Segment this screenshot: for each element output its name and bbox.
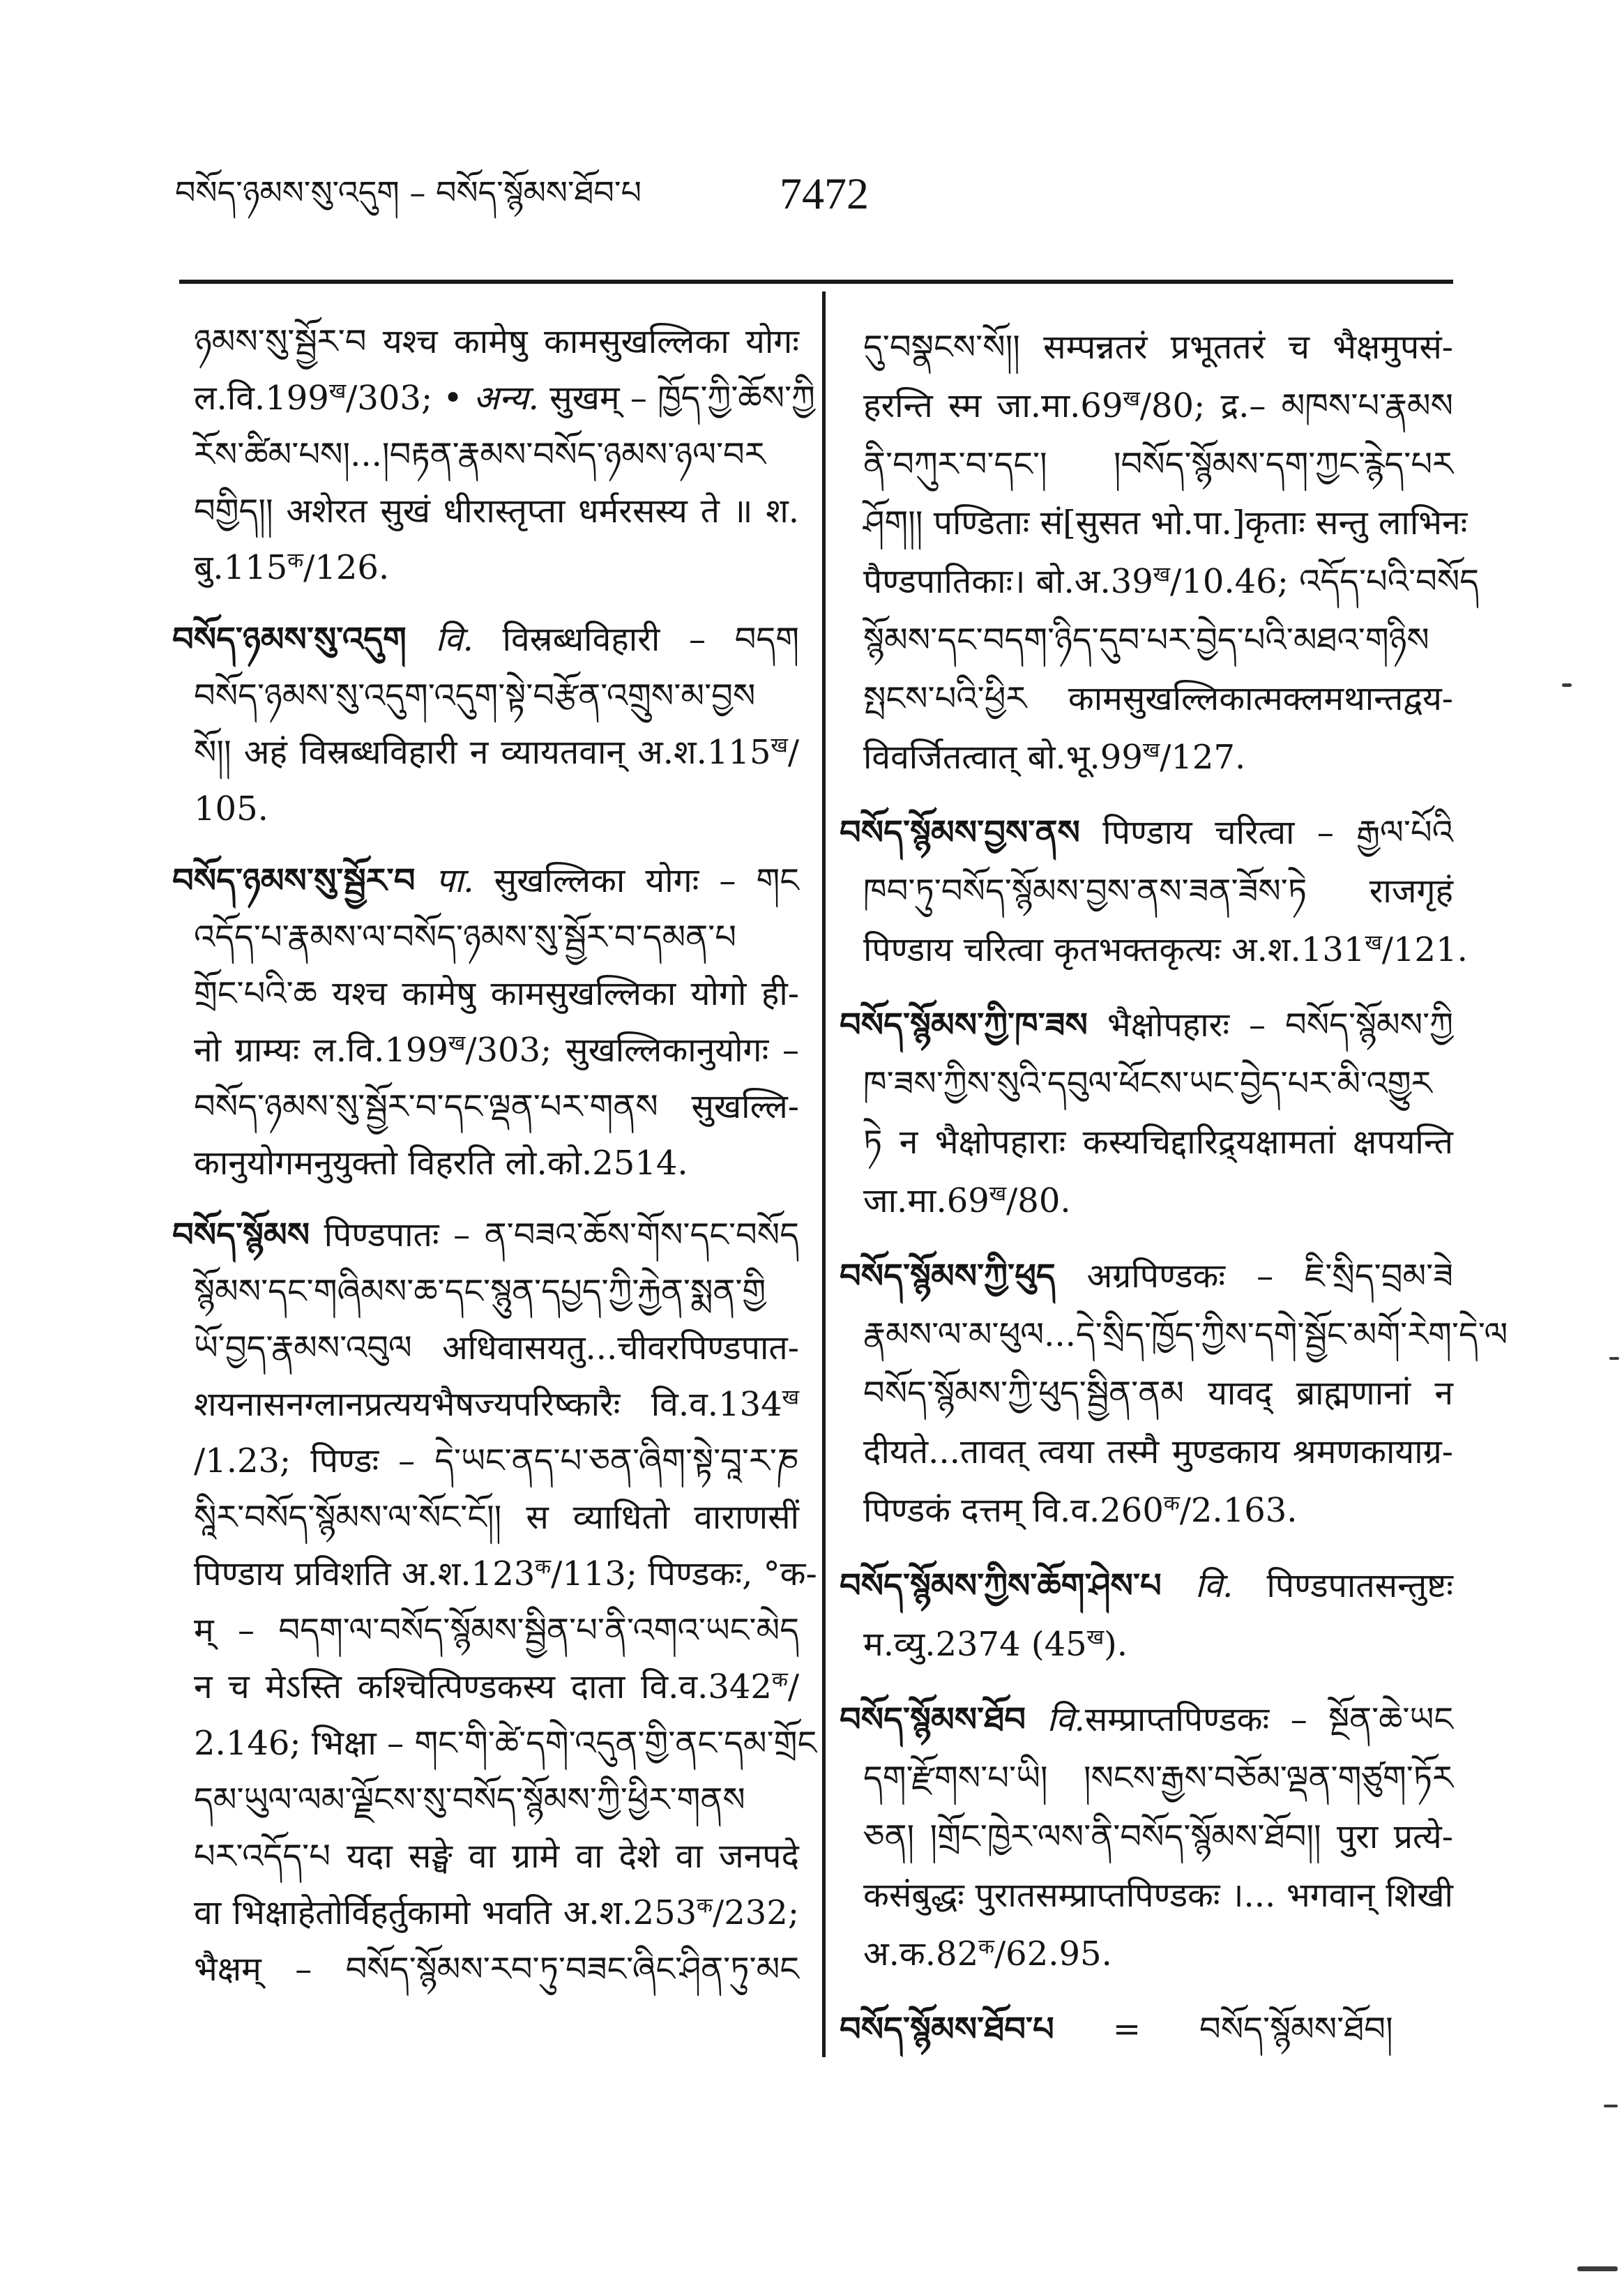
grammar-label: वि. <box>1161 1566 1234 1605</box>
entry-line <box>840 862 1453 920</box>
running-head: བསོད་ཉམས་སུ་འདུག – བསོད་སྙོམས་ཐོབ་པ <box>175 174 642 211</box>
continued-entry <box>172 314 815 596</box>
entry-line <box>840 611 1453 669</box>
entry-text: /121. <box>1381 930 1468 969</box>
continued-entry <box>840 318 1480 787</box>
entry-text: पिण्डकं दत्तम् वि.व.260 <box>863 1491 1164 1530</box>
entry-line <box>840 1808 1453 1866</box>
folio-side-superscript: ख <box>989 1181 1007 1206</box>
folio-side-superscript: ख <box>1365 930 1382 955</box>
entry-text: सुखम् – ཁྱོད་ཀྱི་ཆོས་ཀྱི <box>538 379 815 418</box>
entry-line <box>840 1305 1508 1364</box>
entry-text: /2.163. <box>1179 1491 1298 1530</box>
entry-text: བསོད་ཉམས་སུ་སྦྱོར་བ་དང་ལྡན་པར་གནས सुखल्लि- <box>194 1087 799 1126</box>
entry-text: རོས་ཚིམ་པས།...།བརྟན་རྣམས་བསོད་ཉམས་ཉལ་བར <box>194 435 766 474</box>
entry-line <box>172 725 799 781</box>
entry-text: सम्प्राप्तपिण्डकः – སྔོན་ཆེ་ཡང <box>1084 1700 1454 1739</box>
entry-text: नो ग्राम्यः ल.वि.199 <box>194 1031 448 1070</box>
entry-text: म.व्यु.2374 (45 <box>863 1625 1087 1664</box>
scan-artifact <box>1562 683 1572 687</box>
entry-line <box>840 1364 1453 1423</box>
entry-text: ཁ་ཟས་ཀྱིས་སུའི་དབུལ་ཕོངས་ཡང་བྱེད་པར་མི་འགྱུར <box>863 1064 1432 1103</box>
entry-line <box>840 1054 1453 1113</box>
entry-line <box>172 1659 799 1715</box>
dictionary-entry <box>172 612 799 838</box>
entry-line <box>172 781 799 838</box>
entry-text: སྙོམས་དང་གཞིམས་ཆ་དང་སྙུན་དཔྱད་ཀྱི་རྐྱེན་སྨན་གྱི <box>194 1272 766 1311</box>
entry-text: བསོད་སྙོམས་ཀྱི་ཕུད་སྦྱིན་ནམ यावद् ब्राह्मणानां न <box>863 1374 1453 1413</box>
entry-line <box>172 1320 799 1377</box>
entry-text: पिण्डाय चरित्वा – རྒྱལ་པོའི <box>1079 813 1453 852</box>
entry-line <box>172 1264 799 1320</box>
entry-line <box>172 427 799 483</box>
folio-side-superscript: ख <box>448 1031 466 1056</box>
entry-line <box>840 552 1480 611</box>
folio-side-superscript: क <box>978 1934 994 1960</box>
header-rule <box>179 280 1453 284</box>
dictionary-entry <box>840 2000 1453 2059</box>
entry-line <box>840 1481 1453 1540</box>
dictionary-entry <box>840 1556 1453 1674</box>
entry-text: ཏེ न भैक्षोपहाराः कस्यचिद्दारिद्र्यक्षामतां क्षपयन्ति <box>863 1123 1453 1162</box>
entry-text: དུ་བསྣངས་སོ།། सम्पन्नतरं प्रभूततरं च भैक्षमुपसं- <box>863 328 1453 367</box>
entry-text: ཉམས་སུ་སྦྱོར་བ यश्च कामेषु कामसुखल्लिका योगः <box>194 322 799 361</box>
entry-text: पिण्डपातः – ན་བཟའ་ཆོས་གོས་དང་བསོད <box>310 1215 799 1255</box>
entry-text: वा भिक्षाहेतोर्विहर्तुकामो भवति अ.श.253 <box>194 1893 697 1932</box>
entry-text: /232; <box>713 1893 799 1932</box>
entry-text: म् – བདག་ལ་བསོད་སྙོམས་སྦྱིན་པ་ནི་འགའ་ཡང་མེད <box>194 1611 799 1650</box>
entry-line <box>840 1556 1453 1615</box>
entry-line <box>172 1715 817 1772</box>
entry-text: བགྱིད།། अशेरत सुखं धीरास्तृप्ता धर्मरसस्य ते ॥ श. <box>194 492 799 531</box>
entry-line <box>840 1423 1453 1481</box>
dictionary-entry <box>172 1207 817 1998</box>
entry-line <box>840 1615 1453 1674</box>
headword: བསོད་སྙོམས་ཐོབ <box>840 1700 1026 1739</box>
entry-text: पिण्डाय चरित्वा कृतभक्तकृत्यः अ.श.131 <box>863 930 1365 969</box>
entry-line <box>172 1377 799 1433</box>
dictionary-entry <box>840 996 1453 1230</box>
headword: བསོད་ཉམས་སུ་སྦྱོར་བ <box>172 861 416 900</box>
entry-line <box>840 996 1453 1054</box>
entry-text: हरन्ति स्म जा.मा.69 <box>863 386 1123 425</box>
entry-line <box>172 1207 799 1264</box>
entry-text: अ.क.82 <box>863 1934 979 1973</box>
entry-text: ल.वि.199 <box>194 379 329 418</box>
folio-side-superscript: ख <box>771 733 788 758</box>
grammar-label: वि. <box>406 620 473 659</box>
entry-text: / <box>787 733 799 772</box>
entry-line <box>172 1433 799 1490</box>
entry-line <box>840 318 1453 377</box>
entry-text: ནི་བཀུར་བ་དང་། །བསོད་སྙོམས་དག་ཀྱང་རྙེད་པར <box>863 445 1453 484</box>
dictionary-entry <box>840 1247 1508 1540</box>
entry-text: ཅན། །གྲོང་ཁྱེར་ལས་ནི་བསོད་སྙོམས་ཐོབ།། पुरा प्रत्ये- <box>863 1817 1453 1856</box>
entry-line <box>172 1135 799 1192</box>
entry-text: जा.मा.69 <box>863 1181 989 1220</box>
entry-text: /303; • <box>346 379 473 418</box>
entry-line <box>172 370 815 427</box>
entry-text: འདོད་པ་རྣམས་ལ་བསོད་ཉམས་སུ་སྦྱོར་བ་དམན་པ <box>194 918 737 957</box>
entry-text: शयनासनग्लानप्रत्ययभैषज्यपरिष्कारैः वि.व.134 <box>194 1385 782 1424</box>
entry-text: སཱིར་བསོད་སྙོམས་ལ་སོང་ངོ།། स व्याधितो वाराणसीं <box>194 1498 799 1537</box>
entry-text: सुखल्लिका योगः – གང <box>473 861 799 900</box>
entry-text: དམ་ཡུལ་ལམ་ལྗོངས་སུ་བསོད་སྙོམས་ཀྱི་ཕྱིར་གནས <box>194 1780 745 1819</box>
entry-text: ཤོག།། पण्डिताः सं[सुसत भो.पा.]कृताः सन्तु लाभिनः <box>863 503 1468 543</box>
entry-line <box>840 803 1453 862</box>
column-divider <box>822 291 826 2057</box>
entry-text: कानुयोगमनुयुक्तो विहरति लो.को.2514. <box>194 1144 688 1183</box>
entry-text: པར་འདོད་པ यदा सङ्घे वा ग्रामे वा देशे वा जनपदे <box>194 1837 799 1876</box>
folio-side-superscript: ख <box>1123 386 1140 411</box>
entry-text: /113; पिण्डकः, °क- <box>551 1554 817 1593</box>
headword: བསོད་སྙོམས་ཀྱི་ཁ་ཟས <box>840 1006 1088 1045</box>
entry-line <box>840 1172 1453 1230</box>
headword: བསོད་སྙོམས་ཀྱིས་ཆོག་ཤེས་པ <box>840 1566 1162 1605</box>
headword: བསོད་སྙོམས་བྱས་ནས <box>840 813 1080 852</box>
entry-text: བསོད་ཉམས་སུ་འདུག་འདུག་སྟེ་བརྩོན་འགྲུས་མ་བྱས <box>194 676 756 715</box>
entry-text: /1.23; पिण्डः – དེ་ཡང་ནད་པ་ཅན་ཞིག་སྟེ་བཱ་ར་ཎ <box>194 1441 799 1480</box>
entry-text: 105. <box>194 789 268 828</box>
entry-line <box>840 377 1453 435</box>
right-column <box>840 318 1508 2059</box>
entry-line <box>172 483 799 540</box>
scan-artifact <box>1609 1357 1619 1360</box>
entry-text: རྣམས་ལ་མ་ཕུལ...དེ་སྲིད་ཁྱོད་ཀྱིས་དགེ་སྦྱོང་མགོ་རེག་དེ་ལ <box>863 1315 1508 1354</box>
entry-text: /126. <box>303 548 390 587</box>
entry-text: = <box>1112 2010 1141 2049</box>
entry-text: पिण्डपातसन्तुष्टः <box>1233 1566 1453 1605</box>
folio-side-superscript: क <box>697 1893 713 1918</box>
entry-text: དག་རྫོགས་པ་ཡི། །སངས་རྒྱས་བཅོམ་ལྡན་གཙུག་ཏོར <box>863 1759 1453 1798</box>
scan-artifact <box>1604 2105 1618 2107</box>
headword: བསོད་ཉམས་སུ་འདུག <box>172 620 407 659</box>
entry-text: སྤངས་པའི་ཕྱིར कामसुखल्लिकात्मक्लमथान्तद्वय- <box>863 679 1453 718</box>
entry-text: विस्रब्धविहारी – བདག <box>473 620 800 659</box>
entry-text: अग्रपिण्डकः – ཇི་སྲིད་བྲམ་ཟེ <box>1055 1257 1453 1296</box>
dictionary-entry <box>840 1690 1453 1983</box>
entry-line <box>172 1828 799 1885</box>
entry-text: སོ།། अहं विस्रब्धविहारी न व्यायतवान् अ.श.115 <box>194 733 771 772</box>
entry-text: भैक्षम् – བསོད་སྙོམས་རབ་ཏུ་བཟང་ཞིང་ཤིན་ཏུ་མང <box>194 1950 799 1989</box>
entry-text: ཡོ་བྱད་རྣམས་འབུལ अधिवासयतु...चीवरपिण्डपात- <box>194 1328 799 1368</box>
entry-line <box>840 435 1453 494</box>
entry-line <box>172 1546 817 1603</box>
entry-line <box>172 1772 799 1828</box>
entry-line <box>172 612 799 668</box>
folio-side-superscript: क <box>287 548 304 573</box>
entry-line <box>840 1749 1453 1808</box>
left-column <box>172 314 817 1998</box>
entry-line <box>840 1690 1453 1749</box>
headword: བསོད་སྙོམས <box>172 1215 310 1255</box>
entry-line <box>840 1247 1453 1305</box>
entry-line <box>172 1941 799 1998</box>
entry-text: /127. <box>1160 738 1246 777</box>
entry-text: / <box>787 1667 799 1706</box>
entry-text: 2.146; भिक्षा – གང་གི་ཚེ་དགེ་འདུན་གྱི་ནང་དམ་གྲོང <box>194 1724 817 1763</box>
entry-line <box>840 2000 1453 2059</box>
entry-text: बु.115 <box>194 548 288 587</box>
folio-side-superscript: ख <box>1142 738 1160 763</box>
entry-line <box>172 1885 799 1941</box>
headword: བསོད་སྙོམས་ཀྱི་ཕུད <box>840 1257 1056 1296</box>
entry-line <box>172 909 799 966</box>
entry-text: བསོད་སྙོམས་ཐོབ། <box>1199 2010 1393 2049</box>
folio-side-superscript: क <box>771 1667 788 1692</box>
folio-side-superscript: ख <box>328 379 347 404</box>
entry-line <box>840 728 1453 787</box>
entry-text: ). <box>1104 1625 1128 1664</box>
headword: བསོད་སྙོམས་ཐོབ་པ <box>840 2010 1054 2049</box>
entry-text: न च मेऽस्ति कश्चित्पिण्डकस्य दाता वि.व.342 <box>194 1667 772 1706</box>
grammar-label: अन्य. <box>473 379 539 418</box>
entry-line <box>840 1113 1453 1172</box>
entry-text: /10.46; འདོད་པའི་བསོད <box>1170 562 1480 601</box>
entry-line <box>840 494 1468 552</box>
entry-line <box>840 1866 1453 1925</box>
entry-line <box>840 1925 1453 1983</box>
scan-artifact <box>1577 2266 1618 2271</box>
entry-text: /80. <box>1006 1181 1071 1220</box>
dictionary-entry <box>840 803 1468 979</box>
folio-side-superscript: ख <box>1153 562 1171 587</box>
entry-text: भैक्षोपहारः – བསོད་སྙོམས་ཀྱི <box>1087 1006 1453 1045</box>
grammar-label: वि. <box>1025 1700 1085 1739</box>
entry-line <box>172 540 799 596</box>
entry-line <box>172 314 799 370</box>
entry-line <box>172 853 799 909</box>
folio-side-superscript: क <box>535 1554 552 1579</box>
entry-text: पिण्डाय प्रविशति अ.श.123 <box>194 1554 536 1593</box>
dictionary-entry <box>172 853 799 1192</box>
entry-text: कसंबुद्धः पुरातसम्प्राप्तपिण्डकः ।... भगवान् शिखी <box>863 1876 1453 1915</box>
entry-text: སྙོམས་དང་བདག་ཉིད་དུབ་པར་བྱེད་པའི་མཐའ་གཉིས <box>863 621 1429 660</box>
page-number: 7472 <box>780 169 869 218</box>
grammar-label: पा. <box>415 861 474 900</box>
entry-text: दीयते...तावत् त्वया तस्मै मुण्डकाय श्रमणकायाग्र- <box>863 1432 1453 1471</box>
entry-line <box>172 668 799 725</box>
entry-line <box>840 920 1468 979</box>
entry-line <box>840 669 1453 728</box>
entry-text: विवर्जितत्वात् बो.भू.99 <box>863 738 1143 777</box>
entry-line <box>172 1022 799 1079</box>
entry-line <box>172 1079 799 1135</box>
entry-text: /62.95. <box>994 1934 1112 1973</box>
entry-text: ཁབ་ཏུ་བསོད་སྙོམས་བྱས་ནས་ཟན་ཟོས་ཏེ राजगृहं <box>863 872 1453 911</box>
entry-text: གྲོང་པའི་ཆ यश्च कामेषु कामसुखल्लिका योगो ही- <box>194 974 799 1013</box>
entry-line <box>172 1490 799 1546</box>
entry-text: /303; सुखल्लिकानुयोगः – <box>465 1031 799 1070</box>
entry-line <box>172 966 799 1022</box>
folio-side-superscript: ख <box>782 1385 799 1410</box>
folio-side-superscript: क <box>1163 1491 1180 1516</box>
entry-line <box>172 1603 799 1659</box>
entry-text: /80; द्र.– མཁས་པ་རྣམས <box>1139 386 1453 425</box>
entry-text: पैण्डपातिकाः। बो.अ.39 <box>863 562 1153 601</box>
folio-side-superscript: ख <box>1086 1625 1105 1650</box>
